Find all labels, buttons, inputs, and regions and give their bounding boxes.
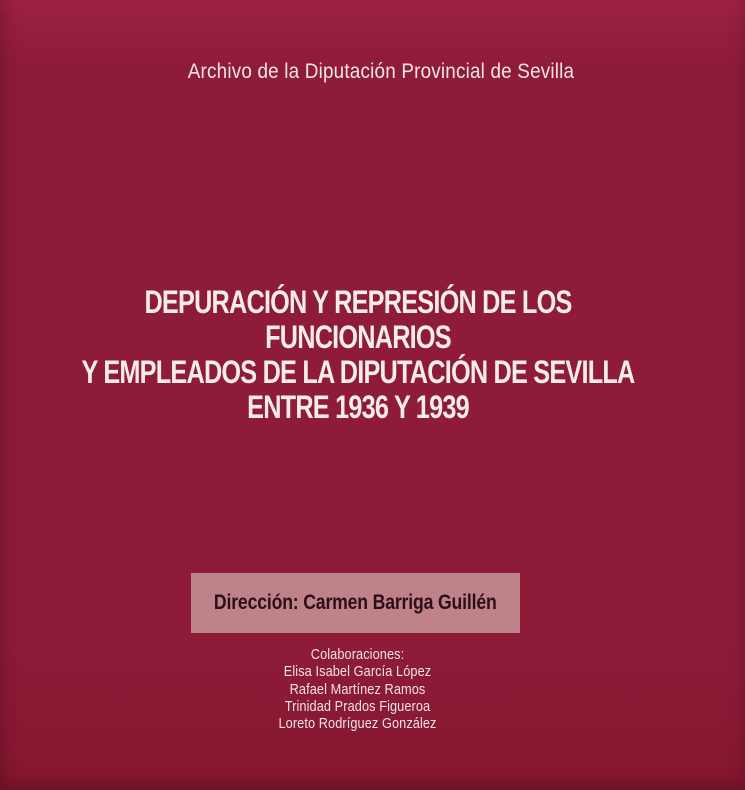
collaborator-name: Loreto Rodríguez González [278,715,437,733]
direction-credit-text: Dirección: Carmen Barriga Guillén [214,591,497,614]
collaborator-name: Elisa Isabel García López [283,663,432,681]
main-title [75,285,641,425]
main-title-line-1: DEPURACIÓN Y REPRESIÓN DE LOS FUNCIONARIOS [144,284,572,355]
collaborator-name: Trinidad Prados Figueroa [284,697,431,715]
collaborations-block [54,646,662,732]
direction-credit-box [191,573,520,633]
collaborator-name: Rafael Martínez Ramos [289,680,426,698]
collaborations-label: Colaboraciones: [310,646,405,663]
main-title-line-2: Y EMPLEADOS DE LA DIPUTACIÓN DE SEVILLA [81,354,635,390]
main-title-line-3: ENTRE 1936 Y 1939 [247,389,469,425]
archive-institution-header: Archivo de la Diputación Provincial de Sevilla [187,60,575,83]
